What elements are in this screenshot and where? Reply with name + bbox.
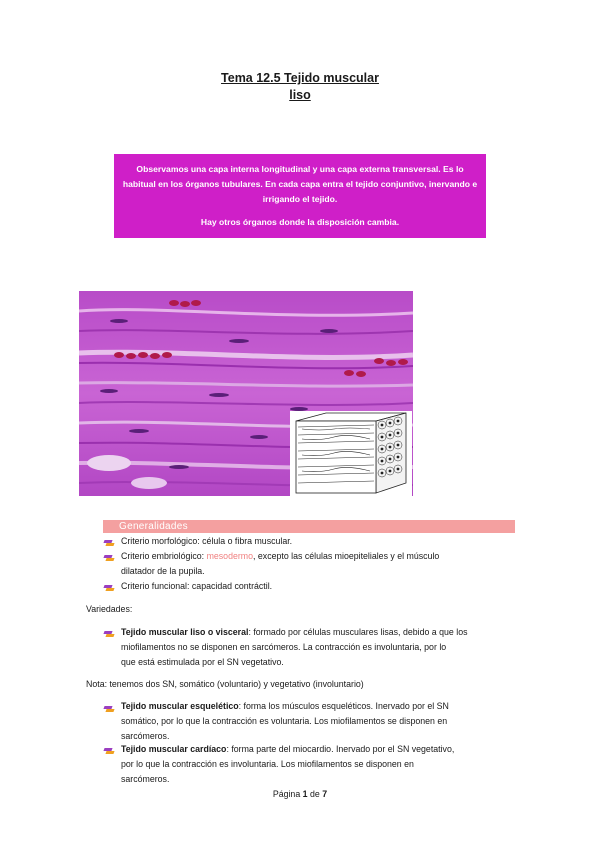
tejido-liso-title: Tejido muscular liso o visceral — [121, 627, 249, 637]
tejido-liso-line-1: : formado por células musculares lisas, debido a que los — [248, 627, 468, 637]
criterio-morfologico-text: : célula o fibra muscular. — [197, 536, 293, 546]
tejido-liso-item — [121, 625, 521, 670]
footer-current-page: 1 — [302, 789, 308, 799]
criterio-embriologico-label: Criterio embriológico — [121, 551, 202, 561]
tejido-liso-line-2: miofilamentos no se disponen en sarcómeros. La contracción es involuntaria, por lo — [121, 642, 447, 652]
criterio-morfologico-label: Criterio morfológico — [121, 536, 198, 546]
criterio-embriologico-text-2: dilatador de la pupila. — [121, 566, 205, 576]
tejido-esqueletico-line-3: sarcómeros. — [121, 731, 170, 741]
title-line-1: Tema 12.5 Tejido muscular — [221, 71, 379, 85]
tejido-cardiaco-line-1: : forma parte del miocardio. Inervado por el SN vegetativo, — [226, 744, 455, 754]
criterio-funcional-label: Criterio funcional — [121, 581, 188, 591]
footer-total-pages: 7 — [322, 789, 328, 799]
criterio-embriologico-sep: : — [201, 551, 207, 561]
callout-box — [114, 154, 486, 238]
variedades-label: Variedades: — [86, 604, 133, 614]
fiber-block-diagram — [290, 411, 412, 497]
bullet-icon — [104, 585, 114, 593]
callout-paragraph-1: Observamos una capa interna longitudinal y una capa externa transversal. Es lo habitual en los órganos tubulares. En cada capa entra el tejido conjuntivo, inervando e irrigando el tejido. — [122, 164, 478, 204]
section-heading-bar — [103, 520, 515, 533]
muscle-diagram-inset — [290, 411, 412, 497]
tejido-esqueletico-item — [121, 699, 521, 744]
bullet-icon — [104, 555, 114, 563]
tejido-esqueletico-line-2: somático, por lo que la contracción es voluntaria. Los miofilamentos se disponen en — [121, 716, 448, 726]
tejido-cardiaco-title: Tejido muscular cardíaco — [121, 744, 227, 754]
tejido-esqueletico-title: Tejido muscular esquelético — [121, 701, 239, 711]
section-heading: Generalidades — [119, 521, 188, 532]
tejido-cardiaco-item — [121, 742, 521, 787]
nota-text: Nota: tenemos dos SN, somático (voluntario) y vegetativo (involuntario) — [86, 679, 364, 689]
page-footer — [0, 789, 600, 799]
tejido-cardiaco-line-2: por lo que la contracción es involuntaria. Los miofilamentos se disponen en — [121, 759, 414, 769]
tejido-liso-line-3: que está estimulada por el SN vegetativo. — [121, 657, 284, 667]
criterio-embriologico-text: , excepto las células mioepiteliales y el músculo — [253, 551, 440, 561]
criterio-embriologico — [121, 549, 521, 579]
bullet-icon — [104, 748, 114, 756]
title-line-2: liso — [289, 88, 311, 102]
bullet-icon — [104, 540, 114, 548]
criterio-funcional — [121, 579, 272, 594]
tejido-esqueletico-line-1: : forma los músculos esqueléticos. Inervado por el SN — [238, 701, 449, 711]
bullet-icon — [104, 631, 114, 639]
callout-paragraph-2: Hay otros órganos donde la disposición cambia. — [200, 217, 400, 227]
criterio-funcional-text: : capacidad contráctil. — [187, 581, 273, 591]
tejido-cardiaco-line-3: sarcómeros. — [121, 774, 170, 784]
criterio-morfologico — [121, 534, 292, 549]
footer-prefix: Página — [272, 789, 303, 799]
bullet-icon — [104, 706, 114, 714]
page-title — [0, 70, 600, 104]
mesodermo-highlight: mesodermo — [206, 551, 254, 561]
footer-middle: de — [307, 789, 323, 799]
